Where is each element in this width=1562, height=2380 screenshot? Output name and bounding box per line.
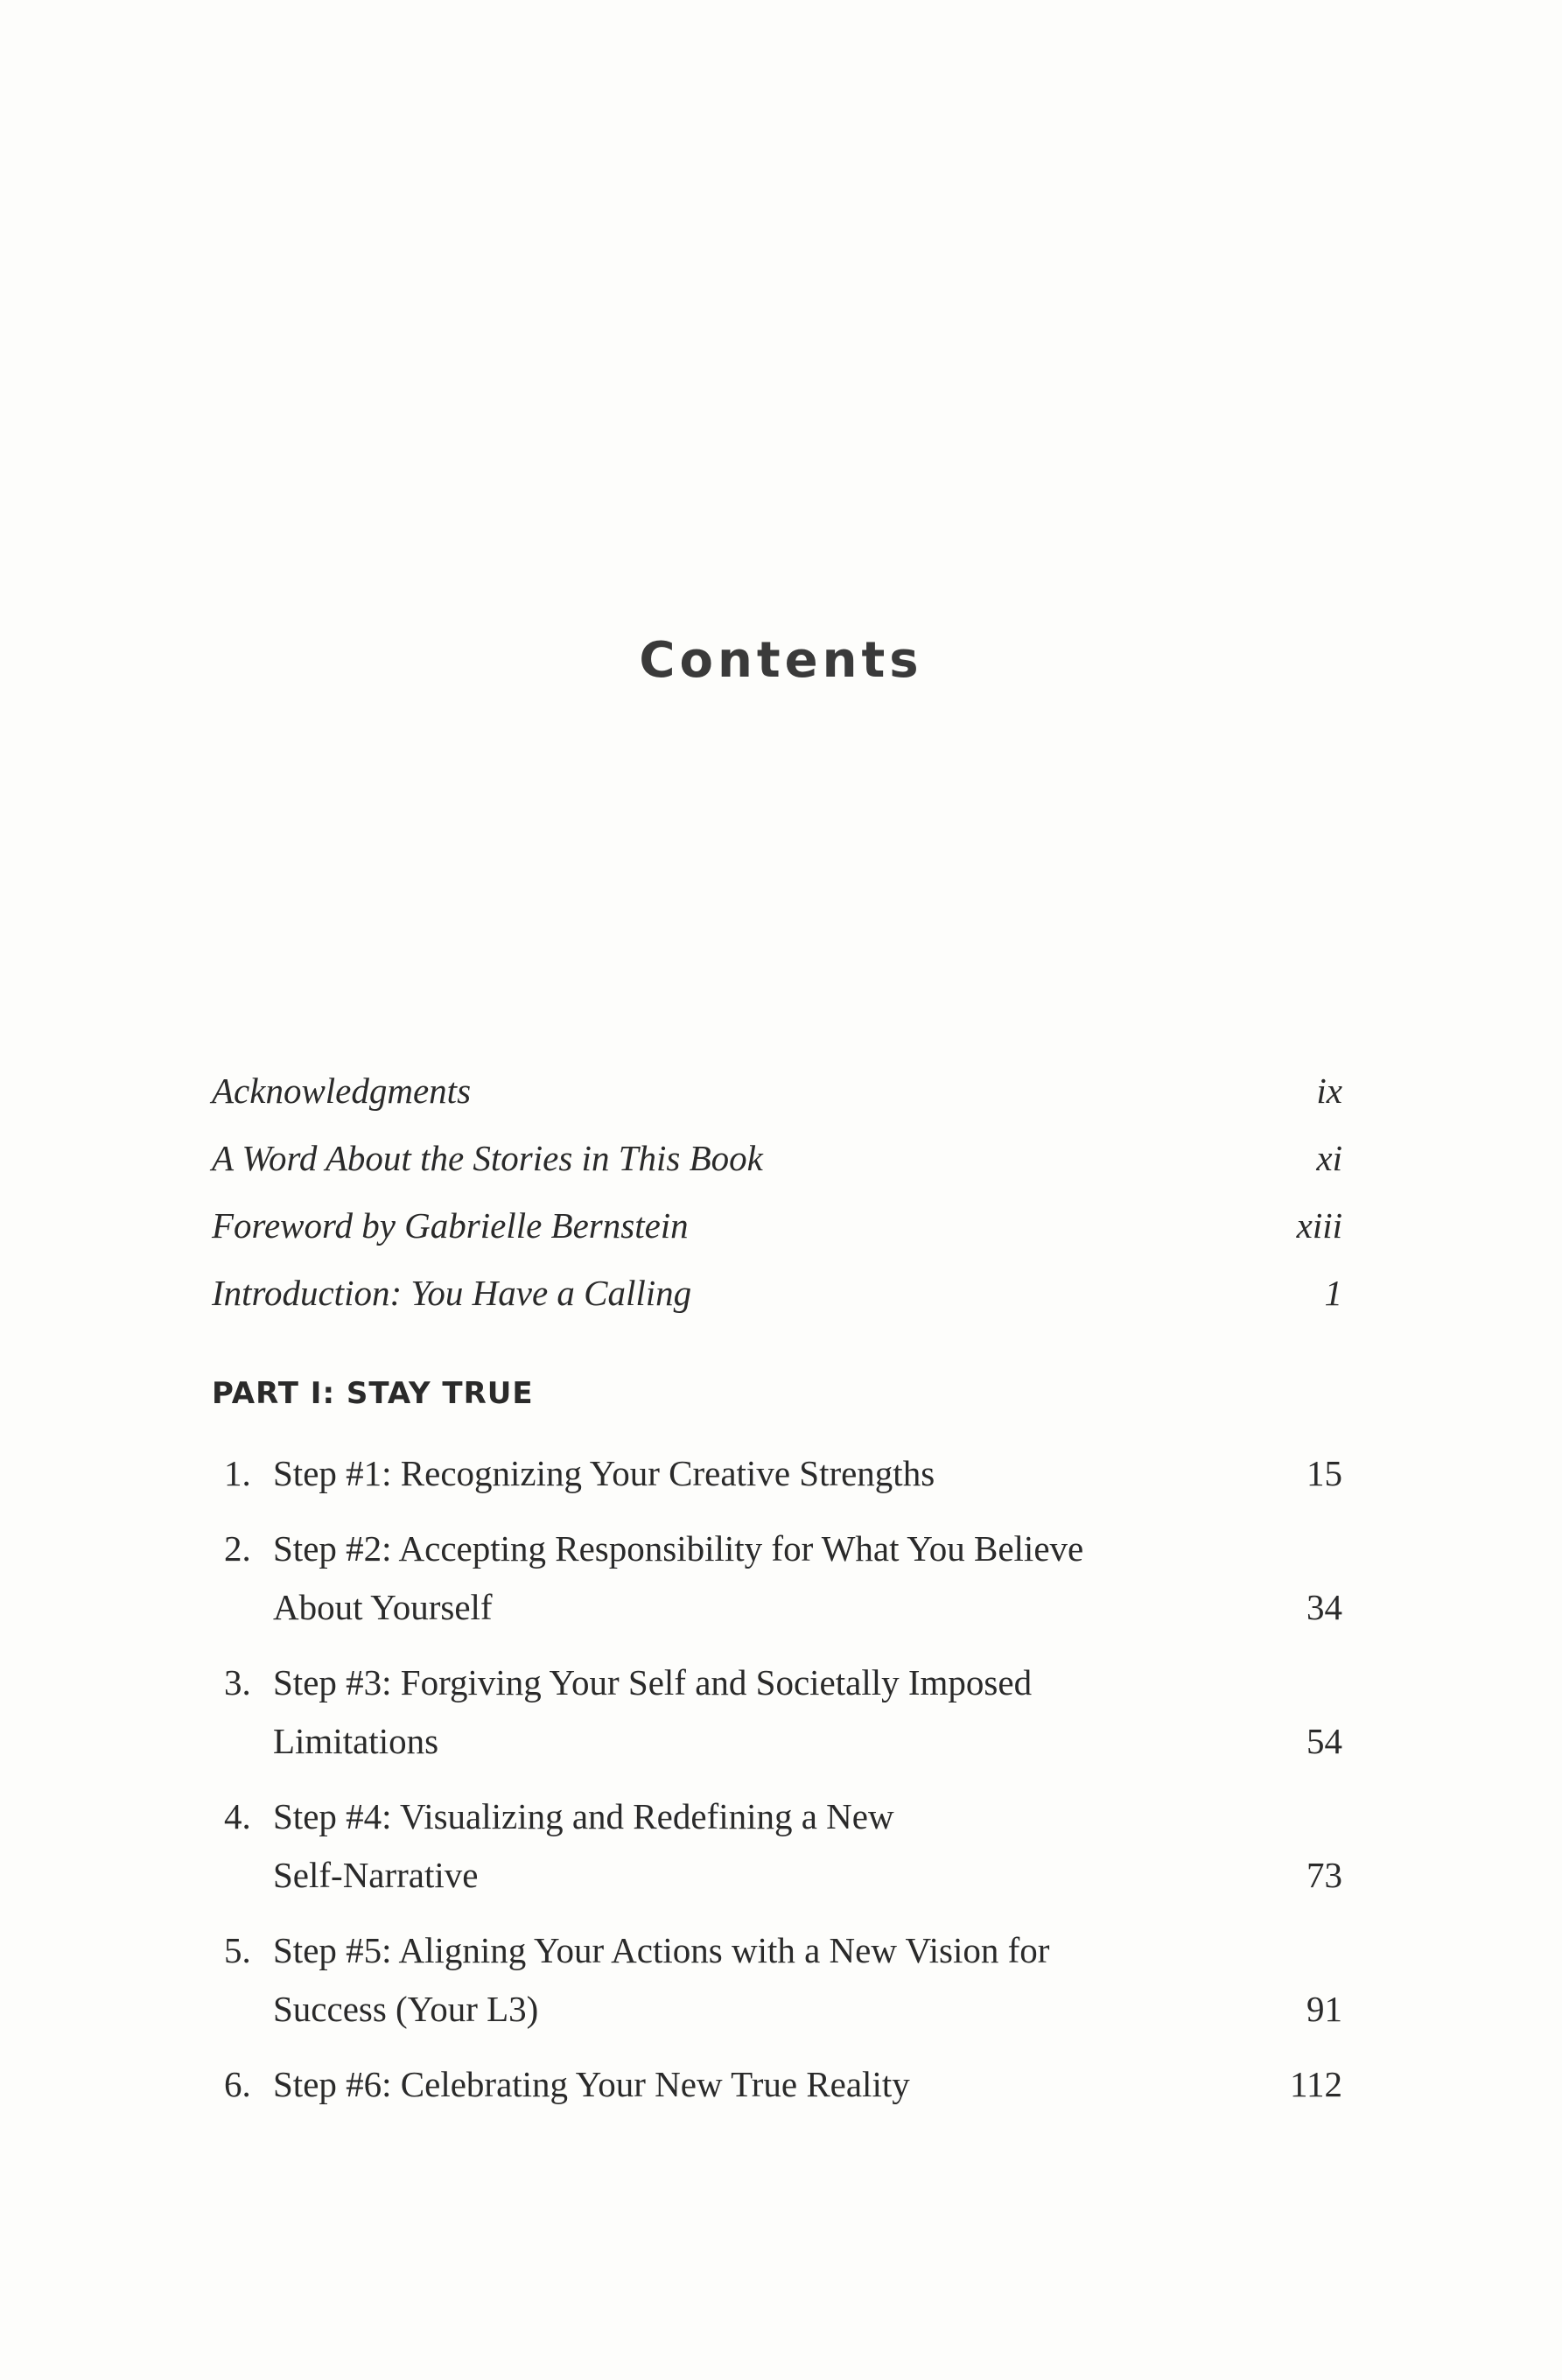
chapter-number: 6.	[224, 2064, 251, 2104]
chapter-title-line: Step #6: Celebrating Your New True Reality	[273, 2064, 910, 2104]
toc-entry-introduction	[212, 1260, 1342, 1327]
chapter-list	[212, 1444, 1342, 2131]
chapter-title-line: Step #4: Visualizing and Redefining a New	[273, 1796, 894, 1836]
toc-entry-word-about-stories	[212, 1125, 1342, 1192]
toc-entry-page: 1	[1324, 1273, 1342, 1313]
chapter-page: 15	[1306, 1453, 1342, 1493]
chapter-entry-5	[212, 1921, 1342, 2039]
chapter-page: 73	[1306, 1855, 1342, 1895]
chapter-number: 1.	[224, 1453, 251, 1493]
chapter-title-line: Step #3: Forgiving Your Self and Societally Imposed	[273, 1662, 1033, 1703]
toc-entry-foreword	[212, 1192, 1342, 1260]
chapter-number: 4.	[224, 1796, 251, 1836]
toc-entry-page: ix	[1316, 1071, 1342, 1111]
toc-entry-label: Acknowledgments	[212, 1071, 472, 1111]
page-title: Contents	[639, 632, 923, 689]
chapter-entry-3	[212, 1653, 1342, 1771]
toc-entry-label: Foreword by Gabrielle Bernstein	[212, 1205, 689, 1246]
chapter-page: 54	[1306, 1721, 1342, 1761]
toc-entry-acknowledgments	[212, 1057, 1342, 1125]
chapter-title-line: Success (Your L3)	[273, 1989, 539, 2029]
chapter-entry-4	[212, 1787, 1342, 1905]
chapter-page: 34	[1306, 1587, 1342, 1627]
chapter-title-line: Limitations	[273, 1721, 439, 1761]
chapter-entry-6	[212, 2055, 1342, 2114]
toc-entry-label: A Word About the Stories in This Book	[212, 1138, 763, 1178]
chapter-entry-2	[212, 1520, 1342, 1637]
front-matter-list	[212, 1057, 1342, 1327]
toc-entry-label: Introduction: You Have a Calling	[212, 1273, 692, 1313]
chapter-title-line: Step #5: Aligning Your Actions with a New Vision for	[273, 1930, 1050, 1970]
chapter-title-line: Step #1: Recognizing Your Creative Strengths	[273, 1453, 935, 1493]
chapter-title-line: Self-Narrative	[273, 1855, 479, 1895]
chapter-number: 3.	[224, 1662, 251, 1703]
chapter-page: 91	[1306, 1989, 1342, 2029]
chapter-number: 2.	[224, 1528, 251, 1569]
toc-entry-page: xiii	[1296, 1205, 1342, 1246]
chapter-entry-1	[212, 1444, 1342, 1503]
chapter-title-line: Step #2: Accepting Responsibility for What You Believe	[273, 1528, 1084, 1569]
part-heading: PART I: STAY TRUE	[212, 1376, 534, 1411]
chapter-title-line: About Yourself	[273, 1587, 493, 1627]
chapter-page: 112	[1290, 2064, 1342, 2104]
toc-entry-page: xi	[1316, 1138, 1342, 1178]
chapter-number: 5.	[224, 1930, 251, 1970]
